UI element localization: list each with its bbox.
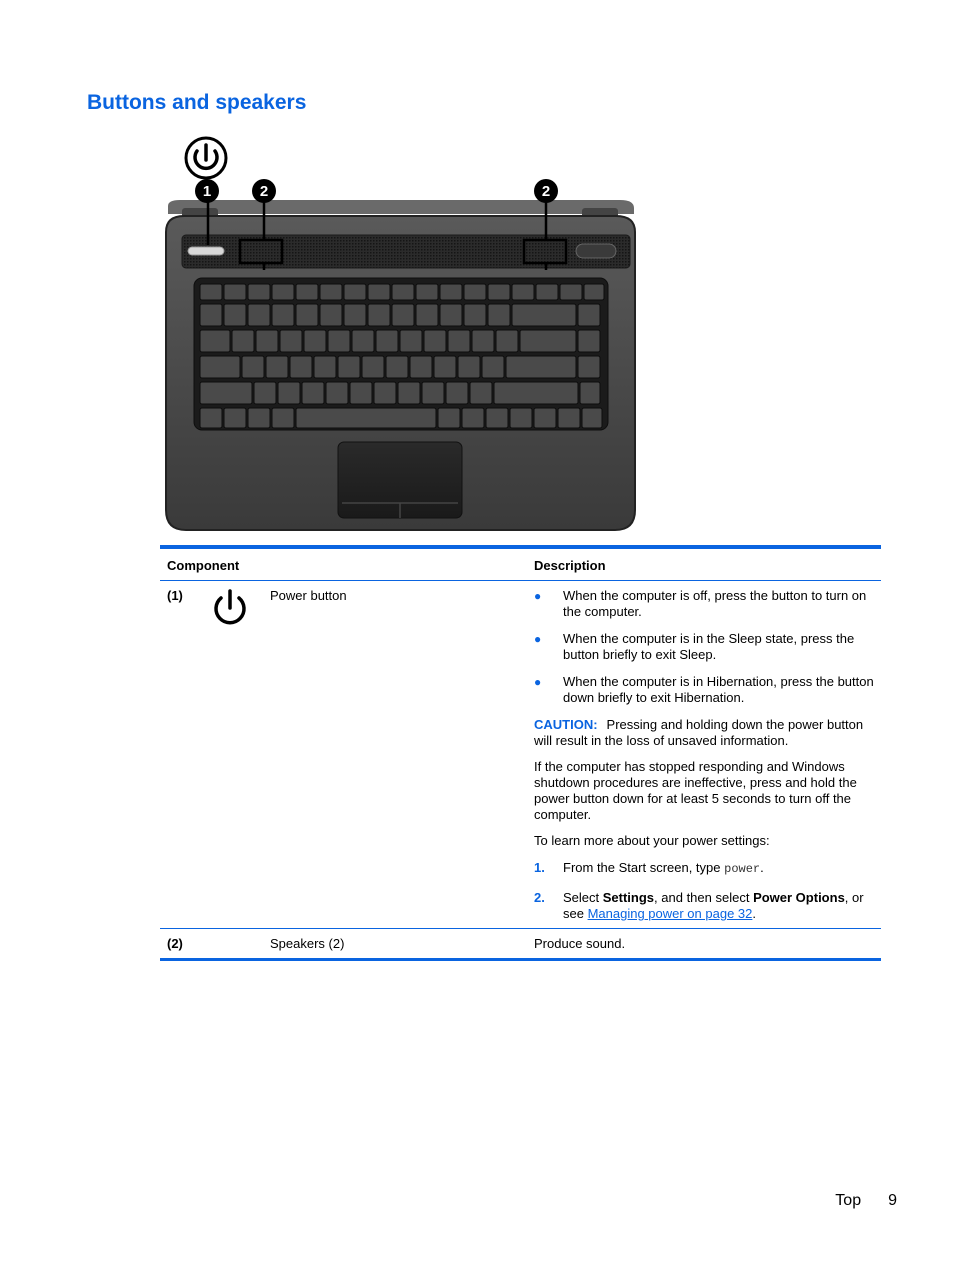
keyboard-key [458,356,480,378]
description-cell [534,588,874,935]
keyboard-key [446,382,468,404]
keyboard-key [200,304,222,326]
learn-more-text: To learn more about your power settings: [534,833,770,848]
keyboard-key [248,284,270,300]
keyboard-key [434,356,456,378]
keyboard-key [400,330,422,352]
keyboard-key [506,356,576,378]
keyboard-key [410,356,432,378]
keyboard-key [320,304,342,326]
keyboard-key [362,356,384,378]
keyboard-key [350,382,372,404]
code-power: power [724,862,761,876]
keyboard-key [302,382,324,404]
keyboard-well [194,278,608,430]
list-item: ● When the computer is in the Sleep state, press the button briefly to exit Sleep. [534,631,855,662]
step-1: 1. From the Start screen, type power. [534,860,764,876]
table-row-power-button [160,581,881,929]
header-description: Description [534,558,606,573]
keyboard-key [578,330,600,352]
keyboard-key [496,330,518,352]
bullet-icon: ● [534,675,542,689]
row-number: (2) [167,936,183,951]
keyboard-key [296,284,318,300]
page-footer [835,1192,897,1210]
managing-power-link[interactable]: Managing power on page 32 [587,906,753,921]
keyboard-key [440,304,462,326]
bullet-icon: ● [534,589,542,603]
svg-text:2: 2 [541,183,551,200]
keyboard-key [512,284,534,300]
power-button-shape [188,247,224,255]
keyboard-key [462,408,484,428]
header-component: Component [167,558,240,573]
keyboard-key [472,330,494,352]
keyboard-key [248,408,270,428]
keyboard-key [488,304,510,326]
keyboard-key [200,330,230,352]
keyboard-key [290,356,312,378]
paragraph: If the computer has stopped responding and Windows shutdown procedures are ineffective, press and hold the power button down for at least 5 seconds to turn off the computer. [534,759,857,822]
keyboard-key [314,356,336,378]
keyboard-key [520,330,576,352]
keyboard-key [534,408,556,428]
keyboard-key [304,330,326,352]
svg-text:1: 1 [202,183,212,200]
bullet-icon: ● [534,632,542,646]
keyboard-key [248,304,270,326]
keyboard-key [200,284,222,300]
keyboard-key [580,382,600,404]
keyboard-key [488,284,510,300]
keyboard-key [560,284,582,300]
keyboard-key [296,304,318,326]
keyboard-key [344,284,366,300]
keyboard-key [482,356,504,378]
power-light-shape [576,244,616,258]
keyboard-key [398,382,420,404]
keyboard-key [438,408,460,428]
keyboard-key [510,408,532,428]
keyboard-key [296,408,436,428]
keyboard-key [386,356,408,378]
keyboard-key [242,356,264,378]
lid-edge [168,200,634,214]
keyboard-key [232,330,254,352]
caution-note [534,717,874,749]
keyboard-key [558,408,580,428]
laptop-figure [160,132,640,537]
keyboard-key [422,382,444,404]
step-2: 2. Select Settings, and then select Power Options, or see Managing power on page 32. [534,890,864,921]
keyboard-key [328,330,350,352]
caution-text: Pressing and holding down the power button will result in the loss of unsaved information. [534,717,864,748]
keyboard-key [486,408,508,428]
keyboard-key [224,284,246,300]
keyboard-key [416,304,438,326]
keyboard-key [582,408,602,428]
list-item: ● When the computer is in Hibernation, press the button down briefly to exit Hibernation. [534,674,874,705]
keyboard-key [280,330,302,352]
keyboard-key [470,382,492,404]
keyboard-key [254,382,276,404]
list-item: ● When the computer is off, press the button to turn on the computer. [534,588,867,619]
power-icon [211,588,249,628]
description-cell: Produce sound. [534,936,626,951]
keyboard-key [464,284,486,300]
keyboard-key [494,382,578,404]
keyboard-key [338,356,360,378]
keyboard-key [374,382,396,404]
footer-section: Top [835,1192,862,1209]
keyboard-key [578,304,600,326]
figure-power-icon [186,138,226,178]
keyboard-key [352,330,374,352]
keyboard-key [200,382,252,404]
keyboard-key [392,304,414,326]
keyboard-key [464,304,486,326]
keyboard-key [272,408,294,428]
component-table [160,545,881,961]
keyboard-key [416,284,438,300]
keyboard-key [344,304,366,326]
keyboard-key [320,284,342,300]
keyboard-key [376,330,398,352]
keyboard-key [424,330,446,352]
keyboard-key [272,304,294,326]
component-name: Power button [270,588,347,603]
caution-label: CAUTION: [534,717,598,732]
keyboard-key [200,356,240,378]
table-header [160,549,881,581]
keyboard-key [440,284,462,300]
table-row-speakers [160,929,881,958]
row-number: (1) [167,588,183,603]
keyboard-key [200,408,222,428]
laptop-illustration [160,132,640,537]
component-name: Speakers (2) [270,936,345,951]
keyboard-key [326,382,348,404]
keyboard-key [368,304,390,326]
svg-text:2: 2 [259,183,269,200]
page-title: Buttons and speakers [87,91,307,114]
keyboard-key [578,356,600,378]
keyboard-key [266,356,288,378]
keyboard-key [368,284,390,300]
keyboard-key [448,330,470,352]
keyboard-key [584,284,604,300]
keyboard-key [224,304,246,326]
keyboard-key [224,408,246,428]
page-number: 9 [888,1192,897,1209]
callout-2-right [534,179,558,203]
keyboard-key [278,382,300,404]
callout-2-left [252,179,276,203]
keyboard-key [536,284,558,300]
keyboard-key [256,330,278,352]
keyboard-key [512,304,576,326]
callout-1 [195,179,219,203]
keyboard-key [392,284,414,300]
keyboard-key [272,284,294,300]
